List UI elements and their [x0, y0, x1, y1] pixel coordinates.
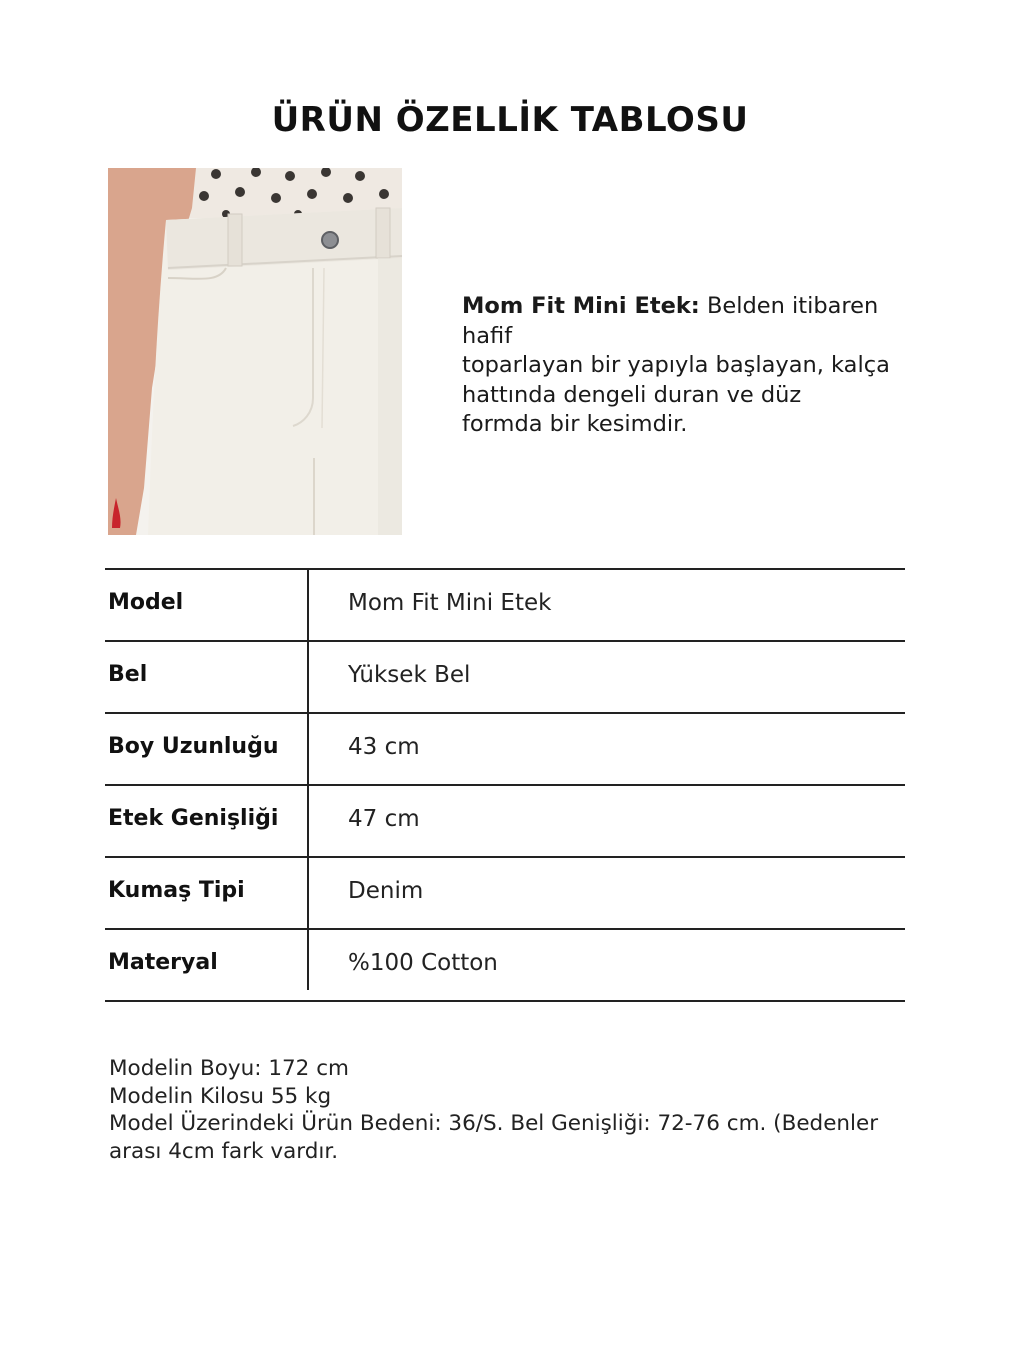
note-line: arası 4cm fark vardır. — [109, 1138, 339, 1164]
table-row — [105, 858, 905, 930]
spec-value: Yüksek Bel — [348, 662, 471, 688]
spec-label: Kumaş Tipi — [108, 878, 245, 903]
description-text: formda bir kesimdir. — [462, 411, 688, 437]
spec-value: Mom Fit Mini Etek — [348, 590, 552, 616]
spec-value: %100 Cotton — [348, 950, 498, 976]
description-text: hattında dengeli duran ve düz — [462, 381, 802, 408]
spec-label: Model — [108, 590, 184, 615]
spec-table — [105, 568, 905, 1002]
table-row — [105, 714, 905, 786]
description-text: Belden itibaren hafif — [462, 293, 879, 349]
spec-label: Etek Genişliği — [108, 806, 279, 831]
product-photo — [108, 168, 402, 535]
spec-value: Denim — [348, 878, 424, 904]
note-line: Modelin Kilosu 55 kg — [109, 1083, 332, 1109]
table-row — [105, 642, 905, 714]
product-description — [462, 292, 922, 440]
spec-label: Bel — [108, 662, 148, 687]
spec-label: Materyal — [108, 950, 218, 975]
table-row — [105, 930, 905, 1002]
note-line: Model Üzerindeki Ürün Bedeni: 36/S. Bel Genişliği: 72-76 cm. (Bedenler — [109, 1111, 879, 1136]
page-title: ÜRÜN ÖZELLİK TABLOSU — [271, 100, 749, 140]
spec-value: 43 cm — [348, 734, 420, 760]
model-notes — [109, 1055, 909, 1165]
table-row — [105, 568, 905, 642]
description-lead: Mom Fit Mini Etek: — [462, 293, 700, 319]
spec-label: Boy Uzunluğu — [108, 734, 279, 759]
note-line: Modelin Boyu: 172 cm — [109, 1056, 349, 1081]
description-text: toparlayan bir yapıyla başlayan, kalça — [462, 352, 890, 378]
table-row — [105, 786, 905, 858]
spec-value: 47 cm — [348, 806, 420, 832]
